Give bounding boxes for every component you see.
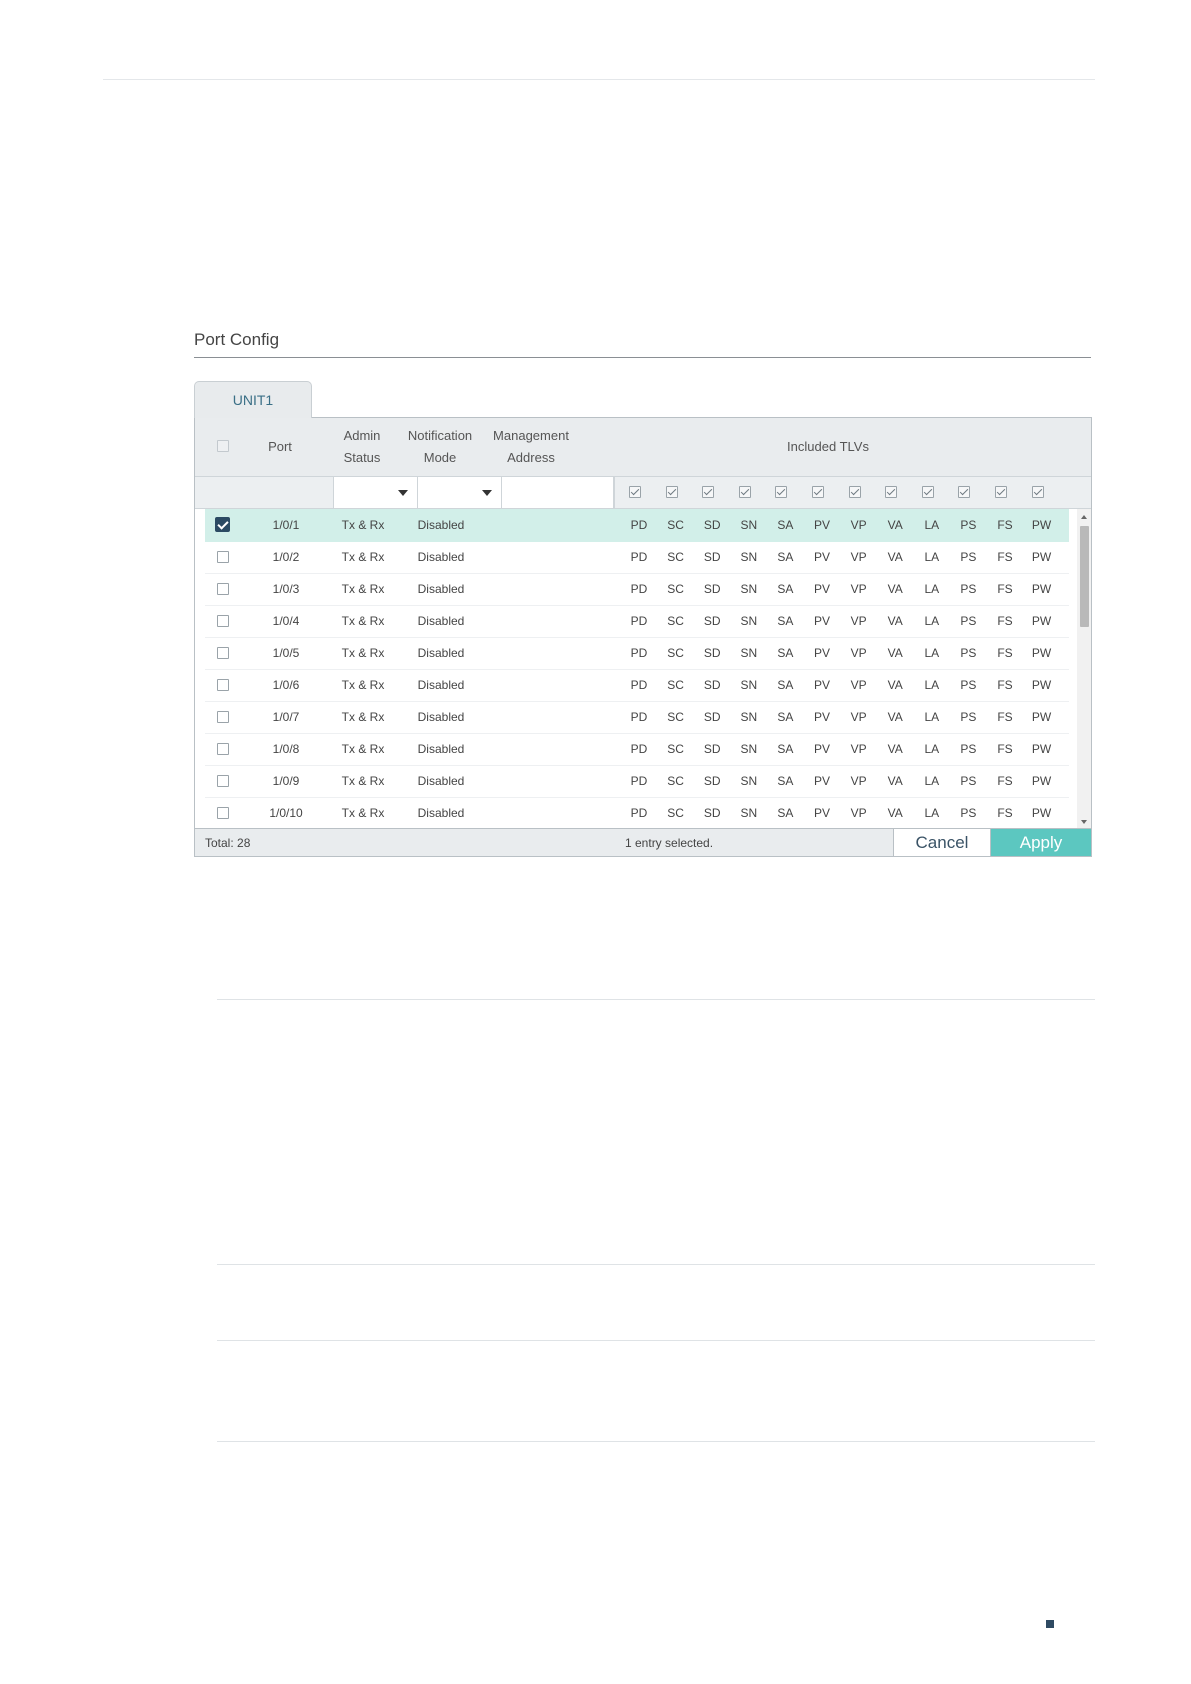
- tlv-cell: PW: [1031, 614, 1052, 628]
- tlv-cell: PV: [813, 806, 830, 820]
- management-address-cell: [481, 541, 601, 573]
- admin-status-cell: Tx & Rx: [341, 806, 385, 820]
- tlv-cell: PS: [960, 614, 977, 628]
- tlv-cell: PV: [813, 614, 830, 628]
- dropdown-arrow-icon: [398, 490, 408, 496]
- table-row[interactable]: [205, 637, 1069, 670]
- tlv-cell: FS: [997, 582, 1013, 596]
- header-admin-status: Admin Status: [343, 428, 381, 465]
- notification-mode-filter-select[interactable]: [417, 477, 502, 508]
- tlv-cell: SN: [740, 678, 758, 692]
- table-scrollbar[interactable]: [1077, 509, 1091, 830]
- tlv-cell: VA: [887, 806, 903, 820]
- tlv-cell: SN: [740, 806, 758, 820]
- tlv-cell: FS: [997, 550, 1013, 564]
- tlv-filter-checkbox[interactable]: [739, 486, 751, 498]
- tlv-cell: PD: [630, 518, 648, 532]
- port-cell: 1/0/3: [272, 582, 300, 596]
- tlv-cell: VP: [850, 710, 867, 724]
- tlv-cell: PV: [813, 742, 830, 756]
- tlv-cell: FS: [997, 646, 1013, 660]
- tlv-cell: LA: [924, 614, 940, 628]
- tlv-cell: PV: [813, 710, 830, 724]
- tlv-cell: VA: [887, 678, 903, 692]
- tlv-cell: VP: [850, 678, 867, 692]
- page-marker: [1046, 1620, 1054, 1628]
- row-checkbox[interactable]: [217, 711, 229, 723]
- tlv-cell: PV: [813, 582, 830, 596]
- tlv-cell: SD: [703, 678, 721, 692]
- tlv-cell: FS: [997, 774, 1013, 788]
- tlv-cell: PS: [960, 550, 977, 564]
- tlv-cell: FS: [997, 614, 1013, 628]
- tlv-cell: VA: [887, 646, 903, 660]
- tlv-filter-checkbox[interactable]: [775, 486, 787, 498]
- tlv-cell: PS: [960, 774, 977, 788]
- tlv-cell: PV: [813, 678, 830, 692]
- tlv-cell: VP: [850, 550, 867, 564]
- tlv-cell: SA: [777, 518, 794, 532]
- tlv-cell: VA: [887, 550, 903, 564]
- management-address-cell: [481, 797, 601, 829]
- tlv-cell: PD: [630, 806, 648, 820]
- table-row[interactable]: [205, 605, 1069, 638]
- tlv-cell: SC: [667, 710, 684, 724]
- tlv-cell: SD: [703, 614, 721, 628]
- table-header: [195, 418, 1091, 477]
- tlv-cell: FS: [997, 806, 1013, 820]
- tlv-filter-checkbox[interactable]: [666, 486, 678, 498]
- notification-mode-cell: Disabled: [417, 518, 465, 532]
- cancel-button[interactable]: Cancel: [893, 829, 991, 857]
- notification-mode-cell: Disabled: [417, 614, 465, 628]
- table-footer: [195, 828, 1091, 857]
- scroll-up-icon[interactable]: [1081, 515, 1087, 519]
- admin-status-cell: Tx & Rx: [341, 646, 385, 660]
- management-address-cell: [481, 701, 601, 733]
- management-address-cell: [481, 509, 601, 541]
- tlv-cell: SN: [740, 582, 758, 596]
- admin-status-cell: Tx & Rx: [341, 614, 385, 628]
- divider: [217, 999, 1095, 1000]
- tlv-cell: SD: [703, 710, 721, 724]
- notification-mode-cell: Disabled: [417, 582, 465, 596]
- table-row[interactable]: [205, 797, 1069, 830]
- tlv-filter-checkbox[interactable]: [629, 486, 641, 498]
- tlv-cell: PD: [630, 614, 648, 628]
- tlv-cell: SC: [667, 742, 684, 756]
- row-checkbox[interactable]: [217, 647, 229, 659]
- management-address-cell: [481, 573, 601, 605]
- tlv-cell: SD: [703, 518, 721, 532]
- port-cell: 1/0/4: [272, 614, 300, 628]
- tlv-cell: PW: [1031, 582, 1052, 596]
- tlv-cell: PD: [630, 550, 648, 564]
- tlv-cell: VP: [850, 646, 867, 660]
- tlv-cell: SC: [667, 614, 684, 628]
- port-cell: 1/0/5: [272, 646, 300, 660]
- tlv-cell: PD: [630, 774, 648, 788]
- admin-status-cell: Tx & Rx: [341, 678, 385, 692]
- port-cell: 1/0/7: [272, 710, 300, 724]
- tlv-cell: SA: [777, 582, 794, 596]
- port-cell: 1/0/1: [272, 518, 300, 532]
- tlv-cell: SA: [777, 774, 794, 788]
- tlv-cell: VA: [887, 710, 903, 724]
- tlv-cell: SD: [703, 774, 721, 788]
- tab-label: UNIT1: [232, 392, 274, 408]
- tlv-cell: PV: [813, 774, 830, 788]
- table-row[interactable]: [205, 541, 1069, 574]
- table-row[interactable]: [205, 669, 1069, 702]
- tlv-filter-checkbox[interactable]: [1032, 486, 1044, 498]
- tlv-cell: VA: [887, 582, 903, 596]
- tlv-cell: LA: [924, 742, 940, 756]
- tlv-cell: PW: [1031, 646, 1052, 660]
- admin-status-cell: Tx & Rx: [341, 582, 385, 596]
- divider: [217, 1264, 1095, 1265]
- tlv-cell: VP: [850, 742, 867, 756]
- tlv-cell: SC: [667, 518, 684, 532]
- tlv-cell: PV: [813, 550, 830, 564]
- table-row[interactable]: [205, 573, 1069, 606]
- tlv-cell: SA: [777, 614, 794, 628]
- port-config-table: [194, 417, 1092, 857]
- header-port: Port: [268, 439, 292, 454]
- tlv-cell: PW: [1031, 742, 1052, 756]
- tlv-cell: PS: [960, 806, 977, 820]
- tlv-cell: SD: [703, 646, 721, 660]
- port-cell: 1/0/9: [272, 774, 300, 788]
- notification-mode-cell: Disabled: [417, 710, 465, 724]
- table-row[interactable]: [205, 733, 1069, 766]
- header-notification-mode: Notification Mode: [407, 428, 473, 465]
- tlv-cell: SC: [667, 678, 684, 692]
- admin-status-cell: Tx & Rx: [341, 710, 385, 724]
- tlv-cell: PW: [1031, 806, 1052, 820]
- apply-button[interactable]: Apply: [991, 829, 1091, 857]
- tlv-cell: LA: [924, 550, 940, 564]
- tlv-cell: LA: [924, 774, 940, 788]
- tlv-cell: FS: [997, 742, 1013, 756]
- admin-status-cell: Tx & Rx: [341, 774, 385, 788]
- tlv-cell: LA: [924, 710, 940, 724]
- tlv-cell: PS: [960, 582, 977, 596]
- table-row[interactable]: [205, 765, 1069, 798]
- tlv-cell: VP: [850, 518, 867, 532]
- scroll-down-icon[interactable]: [1081, 820, 1087, 824]
- tlv-cell: PD: [630, 678, 648, 692]
- divider: [217, 1340, 1095, 1341]
- select-all-checkbox[interactable]: [217, 440, 229, 452]
- tlv-cell: FS: [997, 710, 1013, 724]
- tlv-cell: SA: [777, 646, 794, 660]
- port-cell: 1/0/10: [269, 806, 303, 820]
- tlv-cell: SN: [740, 646, 758, 660]
- tlv-cell: SA: [777, 742, 794, 756]
- tlv-cell: SC: [667, 582, 684, 596]
- tlv-cell: PV: [813, 646, 830, 660]
- tlv-cell: FS: [997, 678, 1013, 692]
- filter-row: [195, 477, 1091, 509]
- scrollbar-thumb[interactable]: [1080, 526, 1089, 627]
- tlv-cell: LA: [924, 806, 940, 820]
- tlv-cell: SN: [740, 742, 758, 756]
- tlv-cell: SN: [740, 774, 758, 788]
- tlv-cell: SA: [777, 806, 794, 820]
- tlv-cell: SA: [777, 710, 794, 724]
- tlv-cell: SC: [667, 774, 684, 788]
- admin-status-filter-select[interactable]: [333, 477, 418, 508]
- tlv-cell: LA: [924, 582, 940, 596]
- tlv-cell: PW: [1031, 710, 1052, 724]
- management-address-cell: [481, 669, 601, 701]
- tlv-cell: SD: [703, 806, 721, 820]
- tlv-filter-checkbox[interactable]: [812, 486, 824, 498]
- tlv-cell: VP: [850, 774, 867, 788]
- notification-mode-cell: Disabled: [417, 646, 465, 660]
- row-checkbox[interactable]: [217, 679, 229, 691]
- row-checkbox[interactable]: [217, 583, 229, 595]
- tlv-cell: PS: [960, 742, 977, 756]
- table-row[interactable]: [205, 701, 1069, 734]
- divider: [217, 1441, 1095, 1442]
- management-address-cell: [481, 605, 601, 637]
- tlv-cell: PD: [630, 646, 648, 660]
- port-cell: 1/0/8: [272, 742, 300, 756]
- tlv-cell: PW: [1031, 550, 1052, 564]
- management-address-cell: [481, 765, 601, 797]
- table-row[interactable]: [205, 509, 1069, 542]
- admin-status-cell: Tx & Rx: [341, 550, 385, 564]
- tlv-cell: SC: [667, 646, 684, 660]
- row-checkbox[interactable]: [217, 551, 229, 563]
- tlv-filter-checkbox[interactable]: [849, 486, 861, 498]
- management-address-cell: [481, 637, 601, 669]
- notification-mode-cell: Disabled: [417, 806, 465, 820]
- tlv-cell: PS: [960, 678, 977, 692]
- tlv-cell: FS: [997, 518, 1013, 532]
- admin-status-cell: Tx & Rx: [341, 742, 385, 756]
- tlv-cell: SN: [740, 518, 758, 532]
- dropdown-arrow-icon: [482, 490, 492, 496]
- page-top-divider: [103, 79, 1095, 80]
- row-checkbox[interactable]: [217, 807, 229, 819]
- section-title: Port Config: [194, 330, 280, 349]
- section-divider: [194, 357, 1091, 358]
- tlv-cell: PD: [630, 710, 648, 724]
- row-checkbox[interactable]: [217, 775, 229, 787]
- notification-mode-cell: Disabled: [417, 678, 465, 692]
- tlv-cell: VA: [887, 518, 903, 532]
- tlv-filter-checkbox[interactable]: [885, 486, 897, 498]
- tlv-cell: PS: [960, 518, 977, 532]
- tlv-cell: PD: [630, 582, 648, 596]
- total-count: Total: 28: [205, 836, 251, 850]
- tlv-filter-checkbox[interactable]: [922, 486, 934, 498]
- row-checkbox[interactable]: [217, 743, 229, 755]
- tlv-cell: VA: [887, 774, 903, 788]
- tlv-cell: LA: [924, 646, 940, 660]
- tlv-cell: PS: [960, 646, 977, 660]
- tlv-cell: VA: [887, 614, 903, 628]
- management-address-filter-input[interactable]: [501, 477, 615, 508]
- tlv-cell: VP: [850, 806, 867, 820]
- tlv-cell: PW: [1031, 774, 1052, 788]
- row-checkbox[interactable]: [215, 517, 230, 532]
- tlv-cell: SA: [777, 550, 794, 564]
- tlv-cell: VP: [850, 614, 867, 628]
- tlv-cell: SN: [740, 710, 758, 724]
- tlv-cell: SC: [667, 806, 684, 820]
- notification-mode-cell: Disabled: [417, 550, 465, 564]
- tlv-cell: PW: [1031, 518, 1052, 532]
- tlv-cell: PW: [1031, 678, 1052, 692]
- tlv-cell: SN: [740, 550, 758, 564]
- tlv-cell: VA: [887, 742, 903, 756]
- management-address-cell: [481, 733, 601, 765]
- tlv-cell: SD: [703, 742, 721, 756]
- tlv-cell: PV: [813, 518, 830, 532]
- tlv-cell: SC: [667, 550, 684, 564]
- tab-unit1[interactable]: [194, 381, 312, 418]
- tlv-filter-checkbox[interactable]: [995, 486, 1007, 498]
- tlv-cell: PD: [630, 742, 648, 756]
- tlv-cell: SN: [740, 614, 758, 628]
- tlv-filter-checkbox[interactable]: [702, 486, 714, 498]
- tlv-cell: SA: [777, 678, 794, 692]
- tlv-cell: SD: [703, 550, 721, 564]
- port-cell: 1/0/2: [272, 550, 300, 564]
- selection-status: 1 entry selected.: [625, 836, 714, 850]
- header-management-address: Management Address: [493, 428, 569, 465]
- tlv-cell: PS: [960, 710, 977, 724]
- header-included-tlvs: Included TLVs: [787, 439, 869, 454]
- tlv-filter-checkbox[interactable]: [958, 486, 970, 498]
- port-cell: 1/0/6: [272, 678, 300, 692]
- tlv-cell: LA: [924, 678, 940, 692]
- tlv-cell: VP: [850, 582, 867, 596]
- admin-status-cell: Tx & Rx: [341, 518, 385, 532]
- table-body: [195, 509, 1075, 830]
- notification-mode-cell: Disabled: [417, 774, 465, 788]
- notification-mode-cell: Disabled: [417, 742, 465, 756]
- row-checkbox[interactable]: [217, 615, 229, 627]
- tlv-cell: SD: [703, 582, 721, 596]
- tlv-cell: LA: [924, 518, 940, 532]
